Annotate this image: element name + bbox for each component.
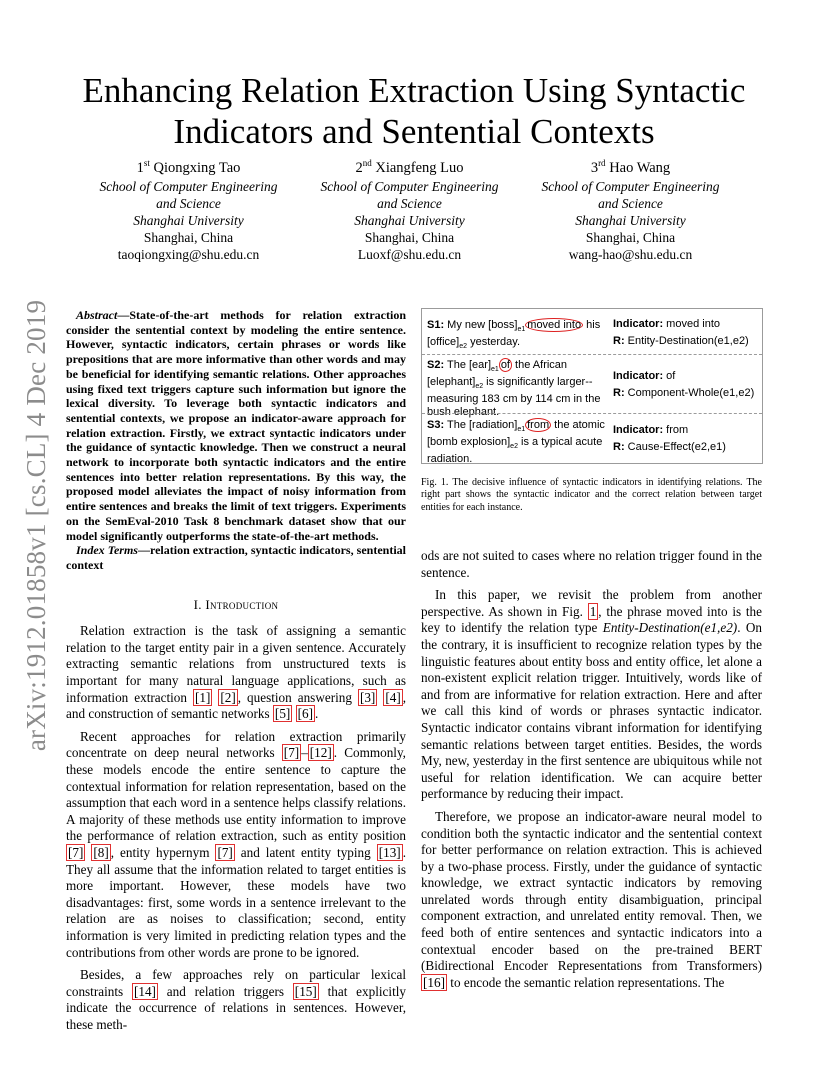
citation-link[interactable]: [1] xyxy=(194,689,211,705)
author-3-email: wang-hao@shu.edu.cn xyxy=(568,247,693,262)
intro-paragraph-1: Relation extraction is the task of assigning a semantic relation to the target entity pair in a given sentence. Accurately extracting semantic relations from unstructured texts is important for many natural language applications, such as information extraction [1] [2] , question answering [3] [4] , and construction of semantic networks [5] [6] . xyxy=(66,623,407,722)
citation-link[interactable]: [13] xyxy=(378,844,401,860)
title-line-1: Enhancing Relation Extraction Using Syntactic xyxy=(82,71,746,110)
citation-link[interactable]: [7] xyxy=(68,844,84,860)
abstract: Abstract—State-of-the-art methods for relation extraction consider the sentential context by modeling the entire sentence. However, syntactic indicators, certain phrases or words like prepositions that are more informative than other words and may be beneficial for identifying semantic relations. Other approaches using fixed text triggers capture such information but ignore the lexical diversity. To leverage both syntactic indicators and sentential contexts, we propose an indicator-aware approach for relation extraction. Firstly, we extract syntactic indicators under the guidance of syntactic knowledge. Then we construct a neural network to incorporate both syntactic indicators and the entire sentences into better relation representations. By this way, the proposed model alleviates the impact of noisy information from entire sentences and breaks the limit of text triggers. Experiments on the SemEval-2010 Task 8 benchmark dataset show that our model significantly outperforms the state-of-the-art methods. xyxy=(66,308,406,543)
citation-link[interactable]: [14] xyxy=(133,983,156,999)
figure-row-s1: S1: My new $[boss]_{e1}$ moved into his $[office]_{e2}$ yesterday. Indicator: moved into R: Entity-Destination(e1,e2) xyxy=(427,318,749,351)
citation-link[interactable]: [5] xyxy=(274,706,291,722)
author-3: 3rd Hao Wang School of Computer Engineering and Science Shanghai University Shanghai, China wang-hao@shu.edu.cn xyxy=(518,160,743,263)
title-line-2: Indicators and Sentential Contexts xyxy=(173,112,655,151)
citation-link[interactable]: [3] xyxy=(359,689,376,705)
author-1-email: taoqiongxing@shu.edu.cn xyxy=(117,247,260,262)
figure-1 xyxy=(421,308,763,464)
figure-link[interactable]: 1 xyxy=(589,603,597,619)
author-1: 1st Qiongxing Tao School of Computer Engineering and Science Shanghai University Shanghai, China taoqiongxing@shu.edu.cn xyxy=(76,160,301,263)
author-2-email: Luoxf@shu.edu.cn xyxy=(357,247,462,262)
section-heading: I. Introduction xyxy=(193,596,279,612)
citation-link[interactable]: [12] xyxy=(309,745,332,761)
figure-caption: Fig. 1. The decisive influence of syntactic indicators in identifying relations. The right part shows the syntactic indicator and the correct relation between target entities for each instance. xyxy=(421,477,762,513)
intro-paragraph-3: Besides, a few approaches rely on particular lexical constraints [14] and relation triggers [15] that explicitly indicate the occurrence of relations in sentences. However, these meth- xyxy=(66,967,406,1032)
right-column-text xyxy=(421,548,762,997)
citation-link[interactable]: [7] xyxy=(217,844,233,860)
right-paragraph-2: Therefore, we propose an indicator-aware neural model to condition both the syntactic indicator and the sentential context for better performance on relation extraction. This is achieved by a two-phase process. Firstly, under the guidance of syntactic knowledge, we extract syntactic indicators by removing unrelated words through entity disambiguation, principal component extraction, and unrelated entity removal. Then, we feed both of entire sentences and syntactic indicators into a contextual encoder based on the pre-trained BERT (Bidirectional Encoder Representations from Transformers) [16] to encode the semantic relation representations. The xyxy=(421,808,762,990)
citation-link[interactable]: [4] xyxy=(385,689,401,705)
left-column xyxy=(66,308,406,1040)
index-terms: Index Terms—relation extraction, syntactic indicators, sentential context xyxy=(66,543,406,572)
intro-paragraph-2: Recent approaches for relation extraction primarily concentrate on deep neural networks [7] – [12] . Commonly, these models encode the entire sentence to capture the contextual information for relation representation, based on the assumption that each word in a sentence helps classify relations. A majority of these methods use entity information to improve the performance of relation extraction, such as entity position [7] [8] , entity hypernym [7] and latent entity typing [13] . They all assume that the information related to target entities is more important. However, these models have two disadvantages: first, some words in a sentence irrelevant to the relation are as noises to classification; second, entity information is very limited in predicting relation types and the contributions from other words are prone to be ignored. xyxy=(66,728,406,960)
indicator-circle: of xyxy=(500,359,510,371)
citation-link[interactable]: [15] xyxy=(294,983,317,999)
figure-row-s3: S3: The $[radiation]_{e1}$ from the atomic [bomb $explosion]_{e2}$ is a typical acute radiation. Indicator: from R: Cause-Effect(e2,e1) xyxy=(422,413,762,464)
indicator-circle: moved into xyxy=(527,319,582,331)
citation-link[interactable]: [6] xyxy=(297,706,313,722)
arxiv-identifier: arXiv:1912.01858v1 [cs.CL] 4 Dec 2019 xyxy=(21,299,52,751)
citation-link[interactable]: [8] xyxy=(93,844,109,860)
figure-row-s2: S2: The $[ear]_{e1}$ of the African $[elephant]_{e2}$ is significantly larger--measuring 183 cm by 114 cm in the bush elephant. Indicator: of R: Component-Whole(e1,e2) xyxy=(422,354,762,413)
author-2: 2nd Xiangfeng Luo School of Computer Engineering and Science Shanghai University Shanghai, China Luoxf@shu.edu.cn xyxy=(297,160,522,263)
citation-link[interactable]: [16] xyxy=(423,974,445,990)
paper-title xyxy=(60,70,768,152)
indicator-circle: from xyxy=(527,419,550,431)
right-paragraph-0: ods are not suited to cases where no relation trigger found in the sentence. xyxy=(421,548,762,580)
citation-link[interactable]: [7] xyxy=(283,745,300,761)
right-paragraph-1: In this paper, we revisit the problem from another perspective. As shown in Fig. 1 , the phrase moved into is the key to identify the relation type Entity-Destination(e1,e2). On the contrary, it is insufficient to recognize relation types by the linguistic features about entity boss and entity office, let alone a non-existent explicit relation trigger. Intuitively, words like of and from are informative for relation extraction. Here and after we call this kind of words or phrases syntactic indicator. Syntactic indicator contains vibrant information for identifying semantic relations between target entities. Besides, the words My, new, yesterday in the first sentence are ubiquitous while not useful for relation identification. We can acquire better performance by reducing their impact. xyxy=(421,587,763,802)
citation-link[interactable]: [2] xyxy=(220,689,236,705)
